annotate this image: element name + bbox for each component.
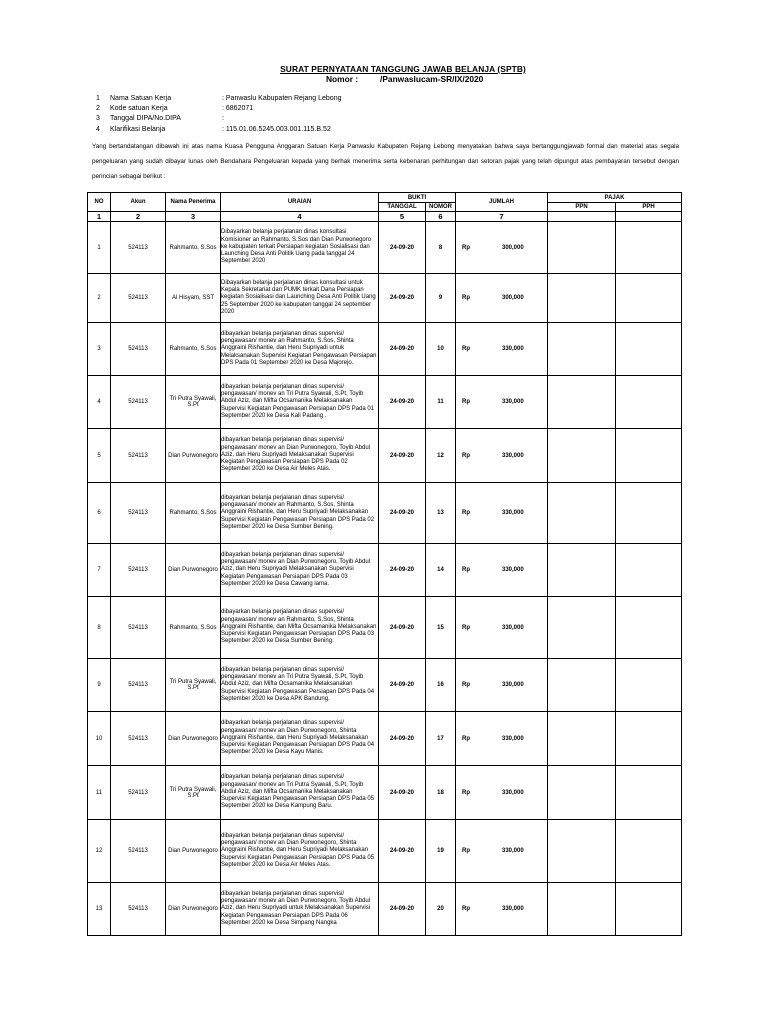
currency-label: Rp <box>462 346 470 352</box>
cell-ppn <box>548 376 616 429</box>
info-value: : <box>222 115 224 123</box>
sptb-table <box>87 192 682 936</box>
cell-pph <box>616 883 682 936</box>
cell-jumlah <box>456 222 548 274</box>
cell-uraian: dibayarkan belanja perjalanan dinas supervisi/ pengawasan/ monev an Tri Putra Syawali, S.Pt, Toyib Abdul Aziz, dan Mifta Ocsamanika Melaksanakan Supervisi Kegiatan Pengawasan Persiapan DPS Pada 04 September 2020 ke Desa APK Bandung. <box>221 659 379 712</box>
table-row <box>88 323 682 376</box>
cell-akun: 524113 <box>111 222 166 274</box>
cell-uraian: dibayarkan belanja perjalanan dinas supervisi/ pengawasan/ monev an Dian Purwonegoro, Toyib Abdul Aziz, dan Heru Supriyadi Melaksanakan Supervisi Kegiatan Pengawasan Persiapan DPS Pada 03 September 2020 ke Desa Cawang lama. <box>221 544 379 597</box>
cell-uraian: Dibayarkan belanja perjalanan dinas konsultasi untuk Kepala Sekretariat dan PUMK terkait Dana Persiapan kegiatan Sosialisasi dan Launching Desa Anti Politik Uang 25 September 2020 ke kabupaten tanggal 24 september 2020 <box>221 274 379 323</box>
cell-akun: 524113 <box>111 544 166 597</box>
index-cell <box>548 212 616 222</box>
cell-akun: 524113 <box>111 712 166 766</box>
cell-nomor: 11 <box>426 376 456 429</box>
table-row <box>88 712 682 766</box>
cell-uraian: dibayarkan belanja perjalanan dinas supervisi/ pengawasan/ monev an Dian Purwonegoro, Toyib Abdul Aziz, dan Heru Supriyadi Melaksanakan Supervisi Kegiatan Pengawasan Persiapan DPS Pada 02 September 2020 ke Desa Air Meles Atas. <box>221 429 379 483</box>
column-index-row <box>88 212 682 222</box>
cell-nomor: 8 <box>426 222 456 274</box>
cell-nama-penerima: Tri Putra Syawali, S.Pt <box>166 376 221 429</box>
cell-no: 13 <box>88 883 111 936</box>
cell-uraian: dibayarkan belanja perjalanan dinas supervisi/ pengawasan/ monev an Tri Putra Syawali, S.Pt, Toyib Abdul Aziz, dan Mifta Ocsamanika Melaksanakan Supervisi Kegiatan Pengawasan Persiapan DPS Pada 05 September 2020 ke Desa Kampung Baru. <box>221 766 379 820</box>
table-row <box>88 222 682 274</box>
cell-no: 9 <box>88 659 111 712</box>
cell-ppn <box>548 766 616 820</box>
currency-label: Rp <box>462 399 470 405</box>
cell-no: 4 <box>88 376 111 429</box>
cell-uraian: dibayarkan belanja perjalanan dinas supervisi/ pengawasan/ monev an Dian Purwonegoro, Shinta Anggraini Rishantie, dan Heru Supriyadi Melaksanakan Supervisi Kegiatan Pengawasan Persiapan DPS Pada 04 September 2020 ke Desa Kayu Manis. <box>221 712 379 766</box>
info-label: Tanggal DIPA/No.DIPA <box>110 115 181 123</box>
cell-akun: 524113 <box>111 274 166 323</box>
info-label: Nama Satuan Kerja <box>110 95 172 102</box>
header-nomor: NOMOR <box>426 203 456 212</box>
cell-akun: 524113 <box>111 376 166 429</box>
cell-pph <box>616 820 682 883</box>
index-cell: 2 <box>111 212 166 222</box>
cell-akun: 524113 <box>111 323 166 376</box>
info-value: : 6862071 <box>222 105 254 113</box>
cell-nomor: 14 <box>426 544 456 597</box>
cell-nomor: 9 <box>426 274 456 323</box>
cell-uraian: Dibayarkan belanja perjalanan dinas konsultasi Komisioner an Rahmanto, S.Sos dan Dian Purwonegoro ke kabupaten terkait Persiapan kegiatan Sosialisasi dan Launching Desa Anti Politik Uang pada tanggal 24 September 2020 <box>221 222 379 274</box>
table-row <box>88 376 682 429</box>
cell-pph <box>616 659 682 712</box>
cell-nomor: 16 <box>426 659 456 712</box>
cell-tanggal: 24-09-20 <box>379 429 426 483</box>
cell-pph <box>616 429 682 483</box>
table-row <box>88 429 682 483</box>
cell-no: 1 <box>88 222 111 274</box>
cell-uraian: dibayarkan belanja perjalanan dinas supervisi/ pengawasan/ monev an Dian Purwonegoro, Toyib Abdul Aziz, dan Heru Supriyadi untuk Melaksanakan Supervisi Kegiatan Pengawasan Persiapan DPS Pada 06 September 2020 ke Desa Simpang Nangka <box>221 883 379 936</box>
cell-nama-penerima: Dian Purwonegoro <box>166 544 221 597</box>
cell-pph <box>616 766 682 820</box>
amount-value: 330,000 <box>502 346 524 352</box>
info-num: 4 <box>96 125 100 133</box>
cell-nomor: 12 <box>426 429 456 483</box>
currency-label: Rp <box>462 567 470 573</box>
index-cell: 3 <box>166 212 221 222</box>
cell-nomor: 19 <box>426 820 456 883</box>
cell-ppn <box>548 483 616 544</box>
cell-jumlah <box>456 712 548 766</box>
cell-uraian: dibayarkan belanja perjalanan dinas supervisi/ pengawasan/ monev an Rahmanto, S.Sos, Shinta Anggraini Rishantie, dan Heru Supriyadi Melaksanakan Supervisi Kegiatan Pengawasan Persiapan DPS Pada 02 September 2020 ke Desa Sumber Bening. <box>221 483 379 544</box>
cell-jumlah <box>456 483 548 544</box>
table-row <box>88 274 682 323</box>
currency-label: Rp <box>462 906 470 912</box>
cell-akun: 524113 <box>111 429 166 483</box>
cell-no: 11 <box>88 766 111 820</box>
header-pajak: PAJAK <box>548 193 682 203</box>
amount-value: 330,000 <box>502 510 524 516</box>
cell-tanggal: 24-09-20 <box>379 376 426 429</box>
cell-akun: 524113 <box>111 883 166 936</box>
amount-value: 330,000 <box>502 399 524 405</box>
table-body <box>88 222 682 936</box>
cell-jumlah <box>456 544 548 597</box>
cell-ppn <box>548 659 616 712</box>
info-label: Klarifikasi Belanja <box>110 125 166 133</box>
cell-no: 6 <box>88 483 111 544</box>
cell-tanggal: 24-09-20 <box>379 766 426 820</box>
cell-tanggal: 24-09-20 <box>379 820 426 883</box>
currency-label: Rp <box>462 244 470 251</box>
cell-pph <box>616 712 682 766</box>
cell-nama-penerima: Dian Purwonegoro <box>166 429 221 483</box>
cell-nama-penerima: Dian Purwonegoro <box>166 883 221 936</box>
cell-jumlah <box>456 659 548 712</box>
index-cell: 6 <box>426 212 456 222</box>
info-value: : 115.01.06.5245.003.001.115.B.52 <box>222 125 331 133</box>
cell-akun: 524113 <box>111 659 166 712</box>
document-title: SURAT PERNYATAAN TANGGUNG JAWAB BELANJA (SPTB) <box>280 64 526 74</box>
cell-no: 12 <box>88 820 111 883</box>
amount-value: 300,000 <box>502 295 524 301</box>
info-num: 1 <box>96 95 100 102</box>
header-pph: PPH <box>616 203 682 212</box>
cell-nomor: 10 <box>426 323 456 376</box>
cell-no: 5 <box>88 429 111 483</box>
cell-nama-penerima: Dian Purwonegoro <box>166 820 221 883</box>
table-row <box>88 597 682 659</box>
amount-value: 330,000 <box>502 682 524 688</box>
cell-ppn <box>548 429 616 483</box>
table-row <box>88 766 682 820</box>
cell-jumlah <box>456 766 548 820</box>
cell-tanggal: 24-09-20 <box>379 883 426 936</box>
info-num: 2 <box>96 105 100 113</box>
info-block <box>96 94 341 135</box>
amount-value: 330,000 <box>502 624 524 631</box>
table-row <box>88 883 682 936</box>
nomor-value: /Panwaslucam-SR/IX/2020 <box>380 74 484 84</box>
header-no: NO <box>88 193 111 212</box>
index-cell <box>616 212 682 222</box>
cell-pph <box>616 597 682 659</box>
cell-akun: 524113 <box>111 597 166 659</box>
header-jumlah: JUMLAH <box>456 193 548 212</box>
cell-tanggal: 24-09-20 <box>379 323 426 376</box>
cell-nomor: 17 <box>426 712 456 766</box>
cell-pph <box>616 483 682 544</box>
cell-nama-penerima: Rahmanto, S.Sos <box>166 597 221 659</box>
cell-ppn <box>548 222 616 274</box>
currency-label: Rp <box>462 510 470 516</box>
cell-tanggal: 24-09-20 <box>379 222 426 274</box>
cell-ppn <box>548 544 616 597</box>
index-cell: 7 <box>456 212 548 222</box>
cell-jumlah <box>456 323 548 376</box>
cell-akun: 524113 <box>111 766 166 820</box>
header-uraian: URAIAN <box>221 193 379 212</box>
currency-label: Rp <box>462 848 470 854</box>
amount-value: 330,000 <box>502 567 524 573</box>
cell-pph <box>616 274 682 323</box>
cell-nama-penerima: Dian Purwonegoro <box>166 712 221 766</box>
nomor-label: Nomor : <box>326 74 359 84</box>
info-row <box>96 104 341 114</box>
table-row <box>88 483 682 544</box>
table-row <box>88 820 682 883</box>
header-ppn: PPN <box>548 203 616 212</box>
cell-no: 10 <box>88 712 111 766</box>
cell-tanggal: 24-09-20 <box>379 712 426 766</box>
cell-pph <box>616 323 682 376</box>
cell-uraian: dibayarkan belanja perjalanan dinas supervisi/ pengawasan/ monev an Rahmanto, S.Sos, Shinta Anggraini Rishantie, dan Mifta Ocsamanika Melaksanakan Supervisi Kegiatan Pengawasan Persiapan DPS Pada 03 September 2020 ke Desa Sumber Bening. <box>221 597 379 659</box>
cell-jumlah <box>456 429 548 483</box>
cell-no: 7 <box>88 544 111 597</box>
info-row <box>96 125 341 135</box>
table-row <box>88 659 682 712</box>
info-row <box>96 94 341 104</box>
statement-paragraph: Yang bertandatangan dibawah ini atas nama Kuasa Pengguna Anggaran Satuan Kerja Panwaslu Kabupaten Rejang Lebong menyatakan bahwa saya bertanggungjawab formal dan material atas segala pengeluaran yang sudah dibayar lunas oleh Bendahara Pengeluaran kepada yang berhak menerima serta kebenaran perhitungan dan setoran pajak yang telah dipungut atas pembayaran tersebut dengan perincian sebagai berikut : <box>92 143 679 180</box>
amount-value: 330,000 <box>502 906 524 912</box>
amount-value: 300,000 <box>502 244 524 251</box>
index-cell: 5 <box>379 212 426 222</box>
cell-jumlah <box>456 597 548 659</box>
cell-nama-penerima: Tri Putra Syawali, S.Pt <box>166 766 221 820</box>
header-tanggal: TANGGAL <box>379 203 426 212</box>
currency-label: Rp <box>462 295 470 301</box>
info-value: : Panwaslu Kabupaten Rejang Lebong <box>222 95 342 102</box>
currency-label: Rp <box>462 735 470 742</box>
cell-no: 2 <box>88 274 111 323</box>
cell-jumlah <box>456 274 548 323</box>
cell-no: 8 <box>88 597 111 659</box>
cell-jumlah <box>456 883 548 936</box>
currency-label: Rp <box>462 682 470 688</box>
amount-value: 330,000 <box>502 848 524 854</box>
cell-akun: 524113 <box>111 820 166 883</box>
cell-pph <box>616 544 682 597</box>
index-cell: 4 <box>221 212 379 222</box>
cell-nama-penerima: Tri Putra Syawali, S.Pt <box>166 659 221 712</box>
cell-tanggal: 24-09-20 <box>379 597 426 659</box>
cell-ppn <box>548 712 616 766</box>
cell-nomor: 13 <box>426 483 456 544</box>
info-label: Kode satuan Kerja <box>110 105 168 113</box>
cell-ppn <box>548 597 616 659</box>
currency-label: Rp <box>462 624 470 631</box>
cell-ppn <box>548 274 616 323</box>
index-cell: 1 <box>88 212 111 222</box>
info-row <box>96 114 341 124</box>
amount-value: 330,000 <box>502 452 524 459</box>
cell-pph <box>616 222 682 274</box>
cell-nomor: 20 <box>426 883 456 936</box>
cell-jumlah <box>456 376 548 429</box>
header-bukti: BUKTI <box>379 193 456 203</box>
currency-label: Rp <box>462 452 470 459</box>
cell-nama-penerima: Rahmanto, S.Sos <box>166 483 221 544</box>
currency-label: Rp <box>462 789 470 796</box>
info-num: 3 <box>96 115 100 123</box>
cell-uraian: dibayarkan belanja perjalanan dinas supervisi/ pengawasan/ monev an Dian Purwonegoro, Shinta Anggraini Rishantie, dan Heru Supriyadi Melaksanakan Supervisi Kegiatan Pengawasan Persiapan DPS Pada 05 September 2020 ke Desa Air Meles Atas. <box>221 820 379 883</box>
cell-uraian: dibayarkan belanja perjalanan dinas supervisi/ pengawasan/ monev an Rahmanto, S.Sos, Shinta Anggraini Rishantie, dan Heru Supriyadi untuk Melaksanakan Supervisi Kegiatan Pengawasan Persiapan DPS Pada 01 September 2020 ke Desa Majorejo. <box>221 323 379 376</box>
cell-uraian: dibayarkan belanja perjalanan dinas supervisi/ pengawasan/ monev an Tri Putra Syawali, S.Pt, Toyib Abdul Aziz, dan Mifta Ocsamanika Melaksanakan Supervisi Kegiatan Pengawasan Persiapan DPS Pada 01 September 2020 ke Desa Kali Padang . <box>221 376 379 429</box>
cell-ppn <box>548 820 616 883</box>
cell-nama-penerima: Rahmanto, S.Sos <box>166 222 221 274</box>
amount-value: 330,000 <box>502 789 524 796</box>
cell-nomor: 18 <box>426 766 456 820</box>
cell-tanggal: 24-09-20 <box>379 544 426 597</box>
amount-value: 330,000 <box>502 735 524 742</box>
header-nama-penerima: Nama Penerima <box>166 193 221 212</box>
cell-pph <box>616 376 682 429</box>
cell-ppn <box>548 883 616 936</box>
cell-tanggal: 24-09-20 <box>379 483 426 544</box>
cell-tanggal: 24-09-20 <box>379 659 426 712</box>
cell-tanggal: 24-09-20 <box>379 274 426 323</box>
table-row <box>88 544 682 597</box>
cell-nomor: 15 <box>426 597 456 659</box>
cell-akun: 524113 <box>111 483 166 544</box>
cell-no: 3 <box>88 323 111 376</box>
header-akun: Akun <box>111 193 166 212</box>
cell-jumlah <box>456 820 548 883</box>
cell-ppn <box>548 323 616 376</box>
cell-nama-penerima: Rahmanto, S.Sos <box>166 323 221 376</box>
cell-nama-penerima: Al Hisyam, SST <box>166 274 221 323</box>
